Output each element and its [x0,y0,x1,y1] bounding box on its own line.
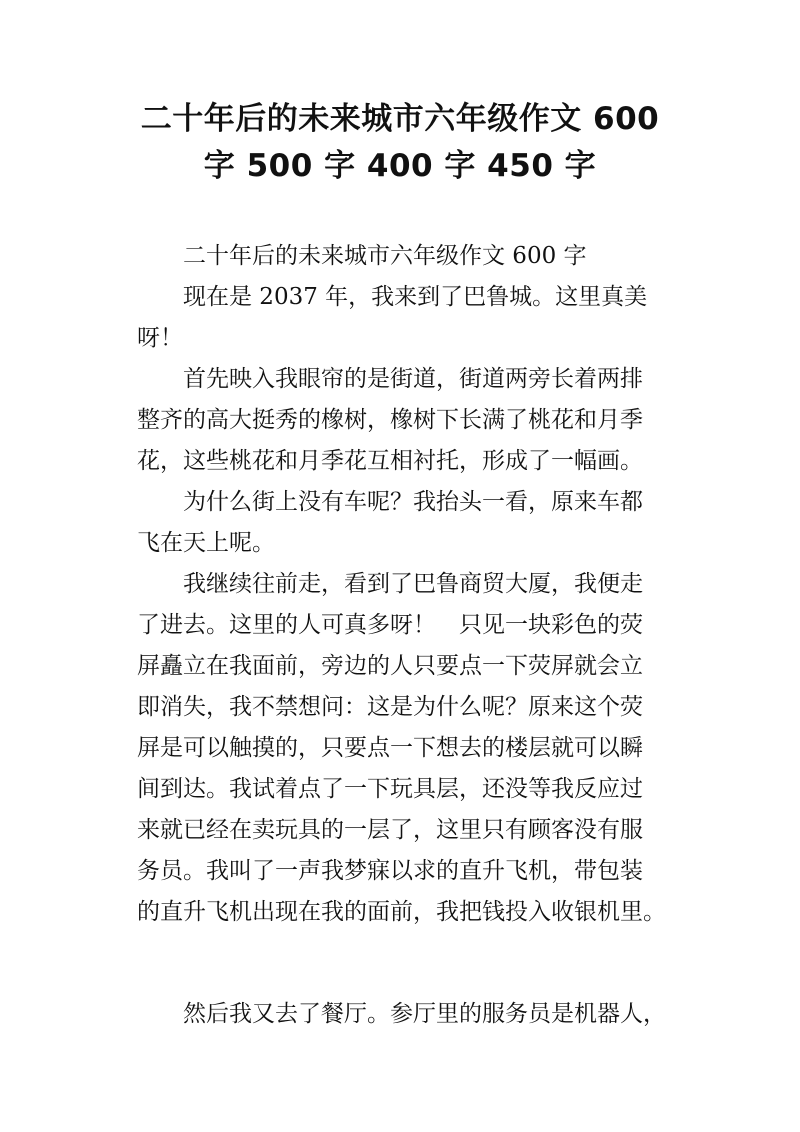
essay-body [137,236,685,933]
paragraph-4-line-4: 即消失，我不禁想问：这是为什么呢？原来这个荧 [137,694,643,720]
paragraph-1-line-1: 现在是 2037 年，我来到了巴鲁城。这里真美 [183,284,648,310]
paragraph-3-line-1: 为什么街上没有车呢？我抬头一看，原来车都 [183,489,643,515]
paragraph-2-line-1: 首先映入我眼帘的是街道，街道两旁长着两排 [183,366,643,392]
paragraph-2-line-2: 整齐的高大挺秀的橡树，橡树下长满了桃花和月季 [137,407,643,433]
title-line-1: 二十年后的未来城市六年级作文 600 [140,101,660,137]
paragraph-4-line-5: 屏是可以触摸的，只要点一下想去的楼层就可以瞬 [137,735,643,761]
essay-subtitle: 二十年后的未来城市六年级作文 600 字 [183,243,587,269]
paragraph-4-line-9: 的直升飞机出现在我的面前，我把钱投入收银机里。 [137,899,666,925]
paragraph-4-line-1: 我继续往前走，看到了巴鲁商贸大厦，我便走 [183,571,643,597]
paragraph-4-line-3: 屏矗立在我面前，旁边的人只要点一下荧屏就会立 [137,653,643,679]
title-line-2: 字 500 字 400 字 450 字 [203,148,597,184]
paragraph-4-line-6: 间到达。我试着点了一下玩具层，还没等我反应过 [137,776,643,802]
paragraph-4-line-2: 了进去。这里的人可真多呀！ 只见一块彩色的荧 [137,612,643,638]
paragraph-3-line-2: 飞在天上呢。 [137,530,275,556]
paragraph-5-line-1: 然后我又去了餐厅。参厅里的服务员是机器人， [183,1001,666,1027]
paragraph-1-line-2: 呀！ [137,325,183,351]
essay-body-continued [137,994,685,1035]
paragraph-2-line-3: 花，这些桃花和月季花互相衬托，形成了一幅画。 [137,448,643,474]
paragraph-4-line-7: 来就已经在卖玩具的一层了，这里只有顾客没有服 [137,817,643,843]
paragraph-4-line-8: 务员。我叫了一声我梦寐以求的直升飞机，带包装 [137,858,643,884]
document-title [100,96,700,190]
